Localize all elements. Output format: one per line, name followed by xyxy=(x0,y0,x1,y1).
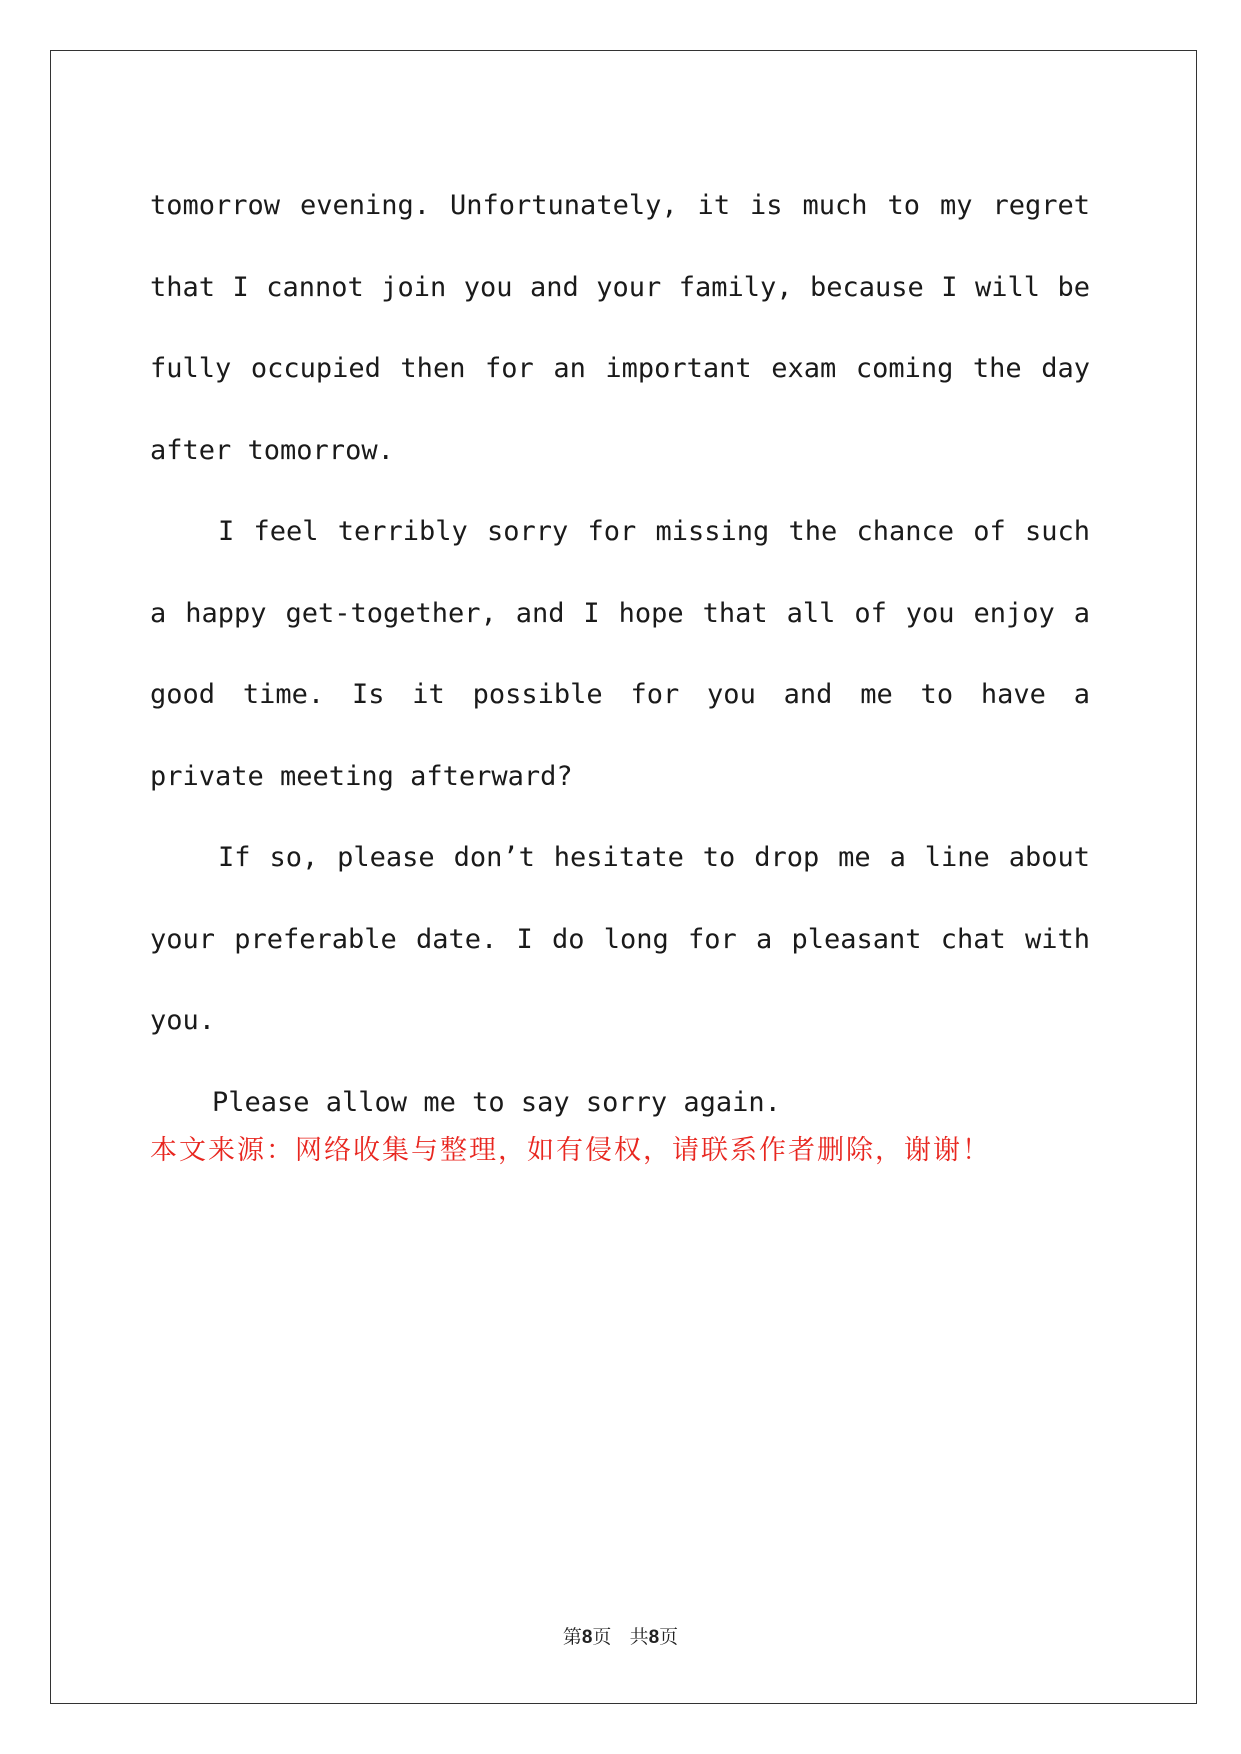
page-number-footer xyxy=(0,1622,1241,1649)
page-prefix: 第 xyxy=(562,1626,582,1648)
document-body xyxy=(150,165,1090,1143)
total-suffix: 页 xyxy=(659,1626,679,1648)
source-disclaimer: 本文来源：网络收集与整理，如有侵权，请联系作者删除，谢谢！ xyxy=(150,1135,991,1166)
paragraph-1: tomorrow evening. Unfortunately, it is much to my regret that I cannot join you and your family, because I will be fully occupied then for an important exam coming the day after tomorrow. xyxy=(150,190,1090,466)
paragraph-4: Please allow me to say sorry again. xyxy=(212,1086,781,1118)
page-suffix: 页 xyxy=(592,1626,612,1648)
total-prefix: 共 xyxy=(629,1626,649,1648)
current-page-number: 8 xyxy=(581,1627,593,1648)
total-page-number: 8 xyxy=(648,1627,660,1648)
paragraph-2: I feel terribly sorry for missing the chance of such a happy get-together, and I hope that all of you enjoy a good time. Is it possible for you and me to have a private meeting afterward? xyxy=(150,516,1090,792)
paragraph-3: If so, please don’t hesitate to drop me a line about your preferable date. I do long for a pleasant chat with you. xyxy=(150,842,1090,1036)
